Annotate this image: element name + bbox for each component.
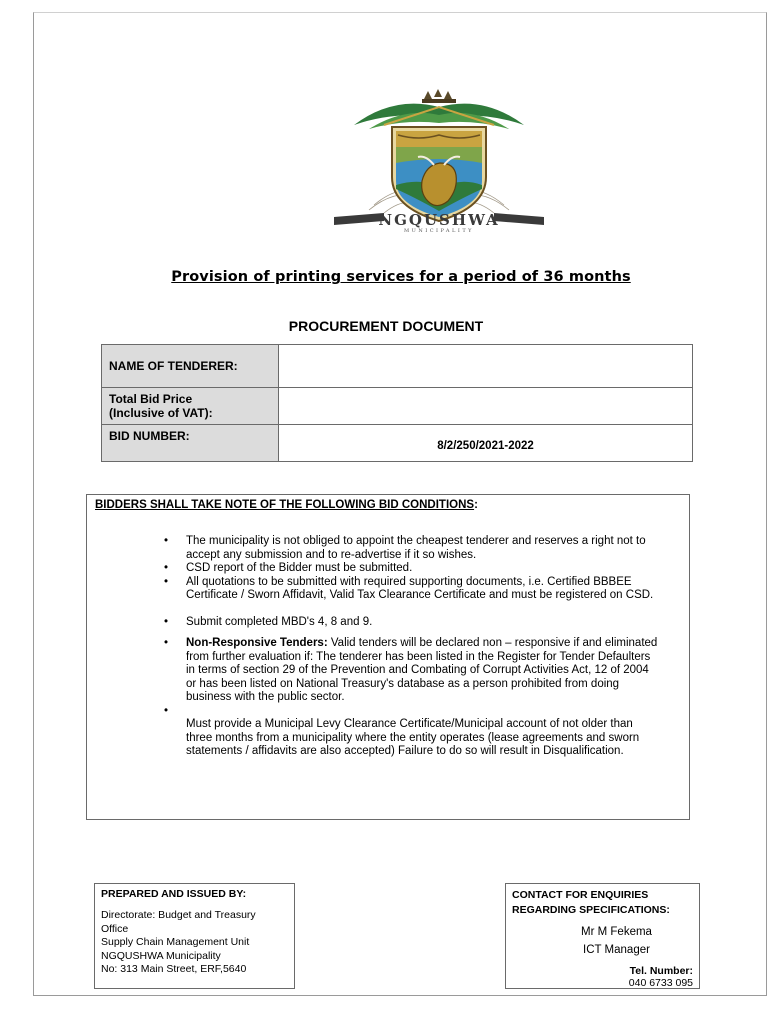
bullet-icon: • <box>164 637 169 649</box>
bid-price-label <box>102 388 279 425</box>
contact-heading-line2: REGARDING SPECIFICATIONS: <box>512 904 670 916</box>
tenderer-name-label: NAME OF TENDERER: <box>102 345 279 388</box>
bid-conditions-list <box>160 535 660 759</box>
bullet-icon: • <box>164 535 169 547</box>
bullet-icon: • <box>164 575 169 588</box>
prepared-line: No: 313 Main Street, ERF,5640 <box>101 963 247 975</box>
bullet-icon: • <box>164 562 169 574</box>
bid-price-label-line1: Total Bid Price <box>109 392 193 406</box>
contact-tel-label: Tel. Number: <box>629 965 693 977</box>
table-row <box>102 345 693 388</box>
condition-text: CSD report of the Bidder must be submitted. <box>186 562 413 574</box>
bid-price-label-line2: (Inclusive of VAT): <box>109 406 213 420</box>
list-item <box>160 718 660 759</box>
bid-conditions-box <box>86 494 690 820</box>
prepared-issued-box <box>94 883 295 989</box>
prepared-heading: PREPARED AND ISSUED BY: <box>101 888 247 900</box>
condition-text: Valid tenders will be declared non – responsive if and eliminated from further evaluation if: The tenderer has been listed in the Register for Tender Defaulters in terms of section 29 of the Prevention and Combating of Corrupt Activities Act, 12 of 2004 or has been listed on National Treasury's database as a person prohibited from doing business with the public sector. <box>186 637 658 703</box>
bid-conditions-heading-colon: : <box>474 499 478 511</box>
list-item <box>160 535 660 562</box>
condition-bold-lead: Non-Responsive Tenders: <box>186 637 328 649</box>
bullet-icon: • <box>164 704 169 717</box>
table-row <box>102 425 693 462</box>
bid-number-label: BID NUMBER: <box>102 425 279 462</box>
condition-text <box>186 705 189 717</box>
list-item <box>160 576 660 603</box>
contact-tel-value: 040 6733 095 <box>628 977 693 989</box>
list-item <box>160 562 660 576</box>
bid-conditions-heading-text: BIDDERS SHALL TAKE NOTE OF THE FOLLOWING BID CONDITIONS <box>95 499 475 511</box>
contact-enquiries-box <box>505 883 700 989</box>
bid-price-field[interactable] <box>279 388 693 425</box>
document-subtitle: PROCUREMENT DOCUMENT <box>288 318 484 334</box>
bullet-icon: • <box>164 615 169 628</box>
document-page <box>33 12 767 996</box>
table-row <box>102 388 693 425</box>
bid-number-value: 8/2/250/2021-2022 <box>279 425 693 462</box>
prepared-line: NGQUSHWA Municipality <box>101 949 221 962</box>
tenderer-name-field[interactable] <box>279 345 693 388</box>
contact-role: ICT Manager <box>583 944 650 956</box>
crest-subtext: MUNICIPALITY <box>404 228 474 233</box>
tender-details-table <box>101 344 693 462</box>
ngqushwa-crest-logo <box>314 85 564 233</box>
condition-text: The municipality is not obliged to appoint the cheapest tenderer and reserves a right not to accept any submission and to re-advertise if it so wishes. <box>186 535 646 561</box>
contact-heading-line1: CONTACT FOR ENQUIRIES <box>512 889 649 901</box>
condition-text: Must provide a Municipal Levy Clearance Certificate/Municipal account of not older than three months from a municipality where the entity operates (lease agreements and sworn statements / affidavits are also accepted) Failure to do so will result in Disqualification. <box>186 718 640 757</box>
list-item <box>160 705 660 719</box>
contact-name: Mr M Fekema <box>581 926 652 938</box>
crest-wordmark: NGQUSHWA <box>378 211 500 229</box>
list-item <box>160 637 660 705</box>
document-title: Provision of printing services for a period of 36 months <box>171 269 631 285</box>
list-item <box>160 616 660 630</box>
prepared-line: Office <box>101 922 129 935</box>
prepared-line: Directorate: Budget and Treasury <box>101 909 256 921</box>
condition-text: Submit completed MBD's 4, 8 and 9. <box>186 615 373 628</box>
bid-conditions-heading <box>95 499 478 511</box>
condition-text: All quotations to be submitted with required supporting documents, i.e. Certified BBBEE Certificate / Sworn Affidavit, Valid Tax Clearance Certificate and must be registered on CSD. <box>186 575 654 601</box>
prepared-line: Supply Chain Management Unit <box>101 936 250 948</box>
